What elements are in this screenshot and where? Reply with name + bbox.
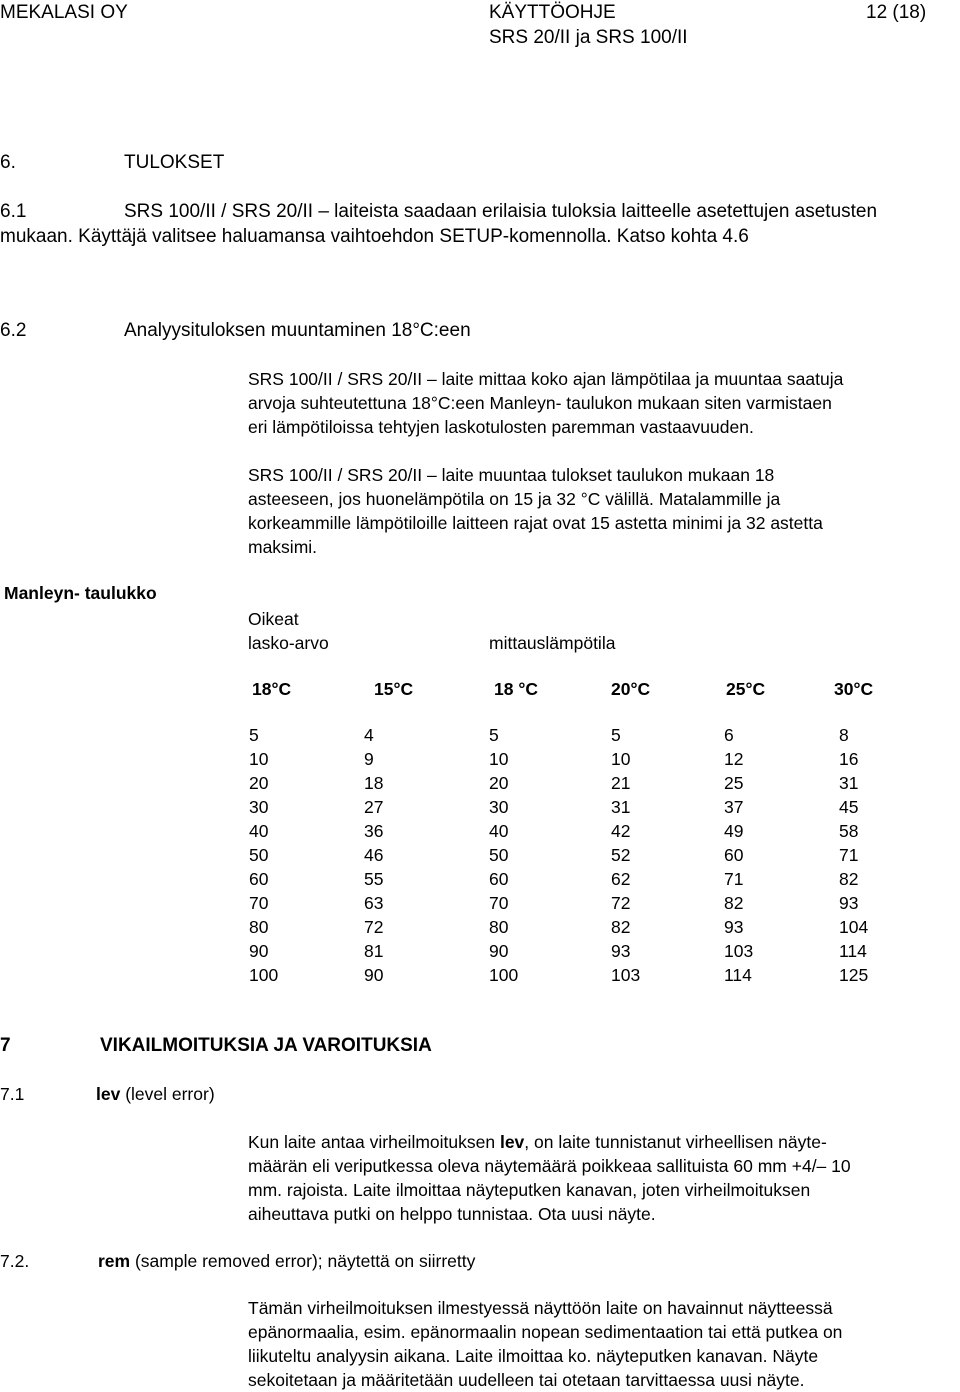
paragraph-line: sekoitetaan ja määritetään uudelleen tai otetaan tarvittaessa uusi näyte.	[248, 1370, 805, 1390]
table-cell: 40	[489, 821, 509, 841]
table-cell: 12	[724, 749, 744, 769]
table-cell: 71	[839, 845, 859, 865]
table-cell: 93	[611, 941, 631, 961]
table-cell: 70	[249, 893, 269, 913]
table-cell: 90	[364, 965, 384, 985]
table-cell: 6	[724, 725, 734, 745]
table-header-cell: 18 °C	[494, 679, 538, 699]
table-cell: 9	[364, 749, 374, 769]
paragraph-line: asteeseen, jos huonelämpötila on 15 ja 32 °C välillä. Matalammille ja	[248, 489, 781, 509]
table-cell: 80	[489, 917, 509, 937]
paragraph-line: mm. rajoista. Laite ilmoittaa näyteputken kanavan, joten virheilmoituksen	[248, 1180, 811, 1200]
table-cell: 80	[249, 917, 269, 937]
table-cell: 90	[249, 941, 269, 961]
table-cell: 31	[611, 797, 631, 817]
paragraph-line	[248, 1130, 827, 1154]
table-cell: 37	[724, 797, 744, 817]
table-cell: 20	[489, 773, 509, 793]
paragraph-line: arvoja suhteutettuna 18°C:een Manleyn- taulukon mukaan siten varmistaen	[248, 393, 832, 413]
table-header-cell: 20°C	[611, 679, 651, 699]
table-cell: 5	[249, 725, 259, 745]
table-cell: 90	[489, 941, 509, 961]
paragraph-line: SRS 100/II / SRS 20/II – laite muuntaa tulokset taulukon mukaan 18	[248, 465, 775, 485]
table-cell: 46	[364, 845, 384, 865]
table-cell: 10	[249, 749, 269, 769]
paragraph-line: Tämän virheilmoituksen ilmestyessä näyttöön laite on havainnut näytteessä	[248, 1298, 833, 1318]
subsection-title	[96, 1082, 215, 1106]
subsection-number: 7.1	[0, 1084, 25, 1104]
table-cell: 71	[724, 869, 744, 889]
text-segment: Kun laite antaa virheilmoituksen	[248, 1132, 500, 1152]
table-cell: 60	[489, 869, 509, 889]
table-header-cell: 30°C	[834, 679, 874, 699]
table-cell: 104	[839, 917, 869, 937]
table-cell: 93	[839, 893, 859, 913]
company-name: MEKALASI OY	[0, 2, 128, 23]
table-cell: 36	[364, 821, 384, 841]
table-cell: 27	[364, 797, 384, 817]
table-cell: 60	[724, 845, 744, 865]
table-cell: 63	[364, 893, 384, 913]
subsection-number: 7.2.	[0, 1251, 30, 1271]
paragraph-line: epänormaalia, esim. epänormaalin nopean sedimentaation tai että putkea on	[248, 1322, 843, 1342]
table-cell: 82	[724, 893, 744, 913]
paragraph-line: aiheuttava putki on helppo tunnistaa. Ota uusi näyte.	[248, 1204, 656, 1224]
table-cell: 103	[611, 965, 641, 985]
table-cell: 4	[364, 725, 374, 745]
paragraph-line: eri lämpötiloissa tehtyjen laskotulosten paremman vastaavuuden.	[248, 417, 754, 437]
table-cell: 93	[724, 917, 744, 937]
paragraph-line: liikuteltu analyysin aikana. Laite ilmoittaa ko. näyteputken kanavan. Näyte	[248, 1346, 819, 1366]
table-cell: 100	[489, 965, 519, 985]
table-cell: 31	[839, 773, 859, 793]
paragraph-line: SRS 100/II / SRS 20/II – laite mittaa koko ajan lämpötilaa ja muuntaa saatuja	[248, 369, 844, 389]
paragraph-line: korkeammille lämpötiloille laitteen rajat ovat 15 astetta minimi ja 32 astetta	[248, 513, 823, 533]
section-title: TULOKSET	[124, 152, 225, 173]
table-side-label: Manleyn- taulukko	[4, 583, 157, 603]
table-cell: 18	[364, 773, 384, 793]
text-segment: , on laite tunnistanut virheellisen näyte-	[524, 1132, 827, 1152]
table-column-label: lasko-arvo	[248, 633, 329, 653]
section-title: VIKAILMOITUKSIA JA VAROITUKSIA	[100, 1035, 432, 1056]
table-cell: 60	[249, 869, 269, 889]
table-cell: 25	[724, 773, 744, 793]
document-title: KÄYTTÖOHJE	[489, 2, 616, 23]
table-cell: 8	[839, 725, 849, 745]
table-header-cell: 25°C	[726, 679, 766, 699]
table-cell: 10	[489, 749, 509, 769]
table-cell: 103	[724, 941, 754, 961]
subsection-number: 6.1	[0, 201, 27, 222]
table-cell: 58	[839, 821, 859, 841]
table-cell: 49	[724, 821, 744, 841]
table-cell: 30	[249, 797, 269, 817]
table-cell: 45	[839, 797, 859, 817]
table-cell: 81	[364, 941, 384, 961]
table-cell: 10	[611, 749, 631, 769]
paragraph-line: maksimi.	[248, 537, 318, 557]
table-cell: 72	[611, 893, 631, 913]
table-header-cell: 18°C	[252, 679, 292, 699]
table-cell: 82	[839, 869, 859, 889]
table-cell: 82	[611, 917, 631, 937]
table-header-cell: 15°C	[374, 679, 414, 699]
table-cell: 5	[611, 725, 621, 745]
paragraph-line: määrän eli veriputkessa oleva näytemäärä poikkeaa sallituista 60 mm +4/– 10	[248, 1156, 851, 1176]
table-cell: 50	[489, 845, 509, 865]
table-cell: 114	[839, 941, 867, 961]
subsection-text-line: mukaan. Käyttäjä valitsee haluamansa vaihtoehdon SETUP-komennolla. Katso kohta 4.6	[0, 226, 749, 247]
error-code: lev	[499, 1132, 525, 1152]
page-number: 12 (18)	[866, 2, 927, 23]
error-code: rem	[98, 1251, 131, 1271]
table-cell: 55	[364, 869, 384, 889]
document-subtitle: SRS 20/II ja SRS 100/II	[489, 27, 688, 48]
table-cell: 72	[364, 917, 384, 937]
section-number: 6.	[0, 152, 16, 173]
table-cell: 125	[839, 965, 869, 985]
table-cell: 114	[724, 965, 752, 985]
subsection-number: 6.2	[0, 320, 27, 341]
section-number: 7	[0, 1035, 11, 1056]
error-description: (sample removed error); näytettä on siirretty	[130, 1251, 476, 1271]
table-cell: 30	[489, 797, 509, 817]
table-cell: 42	[611, 821, 631, 841]
table-group-label: mittauslämpötila	[489, 633, 616, 653]
table-cell: 20	[249, 773, 269, 793]
subsection-title	[98, 1249, 475, 1273]
table-cell: 5	[489, 725, 499, 745]
subsection-text-line: SRS 100/II / SRS 20/II – laiteista saadaan erilaisia tuloksia laitteelle asetettujen asetusten	[124, 201, 878, 222]
table-cell: 50	[249, 845, 269, 865]
table-cell: 62	[611, 869, 631, 889]
table-cell: 40	[249, 821, 269, 841]
table-cell: 16	[839, 749, 859, 769]
table-cell: 52	[611, 845, 631, 865]
error-code: lev	[96, 1084, 121, 1104]
table-cell: 70	[489, 893, 509, 913]
subsection-title: Analyysituloksen muuntaminen 18°C:een	[124, 320, 471, 341]
table-column-label: Oikeat	[248, 609, 299, 629]
error-description: (level error)	[120, 1084, 215, 1104]
table-cell: 21	[611, 773, 631, 793]
table-cell: 100	[249, 965, 279, 985]
